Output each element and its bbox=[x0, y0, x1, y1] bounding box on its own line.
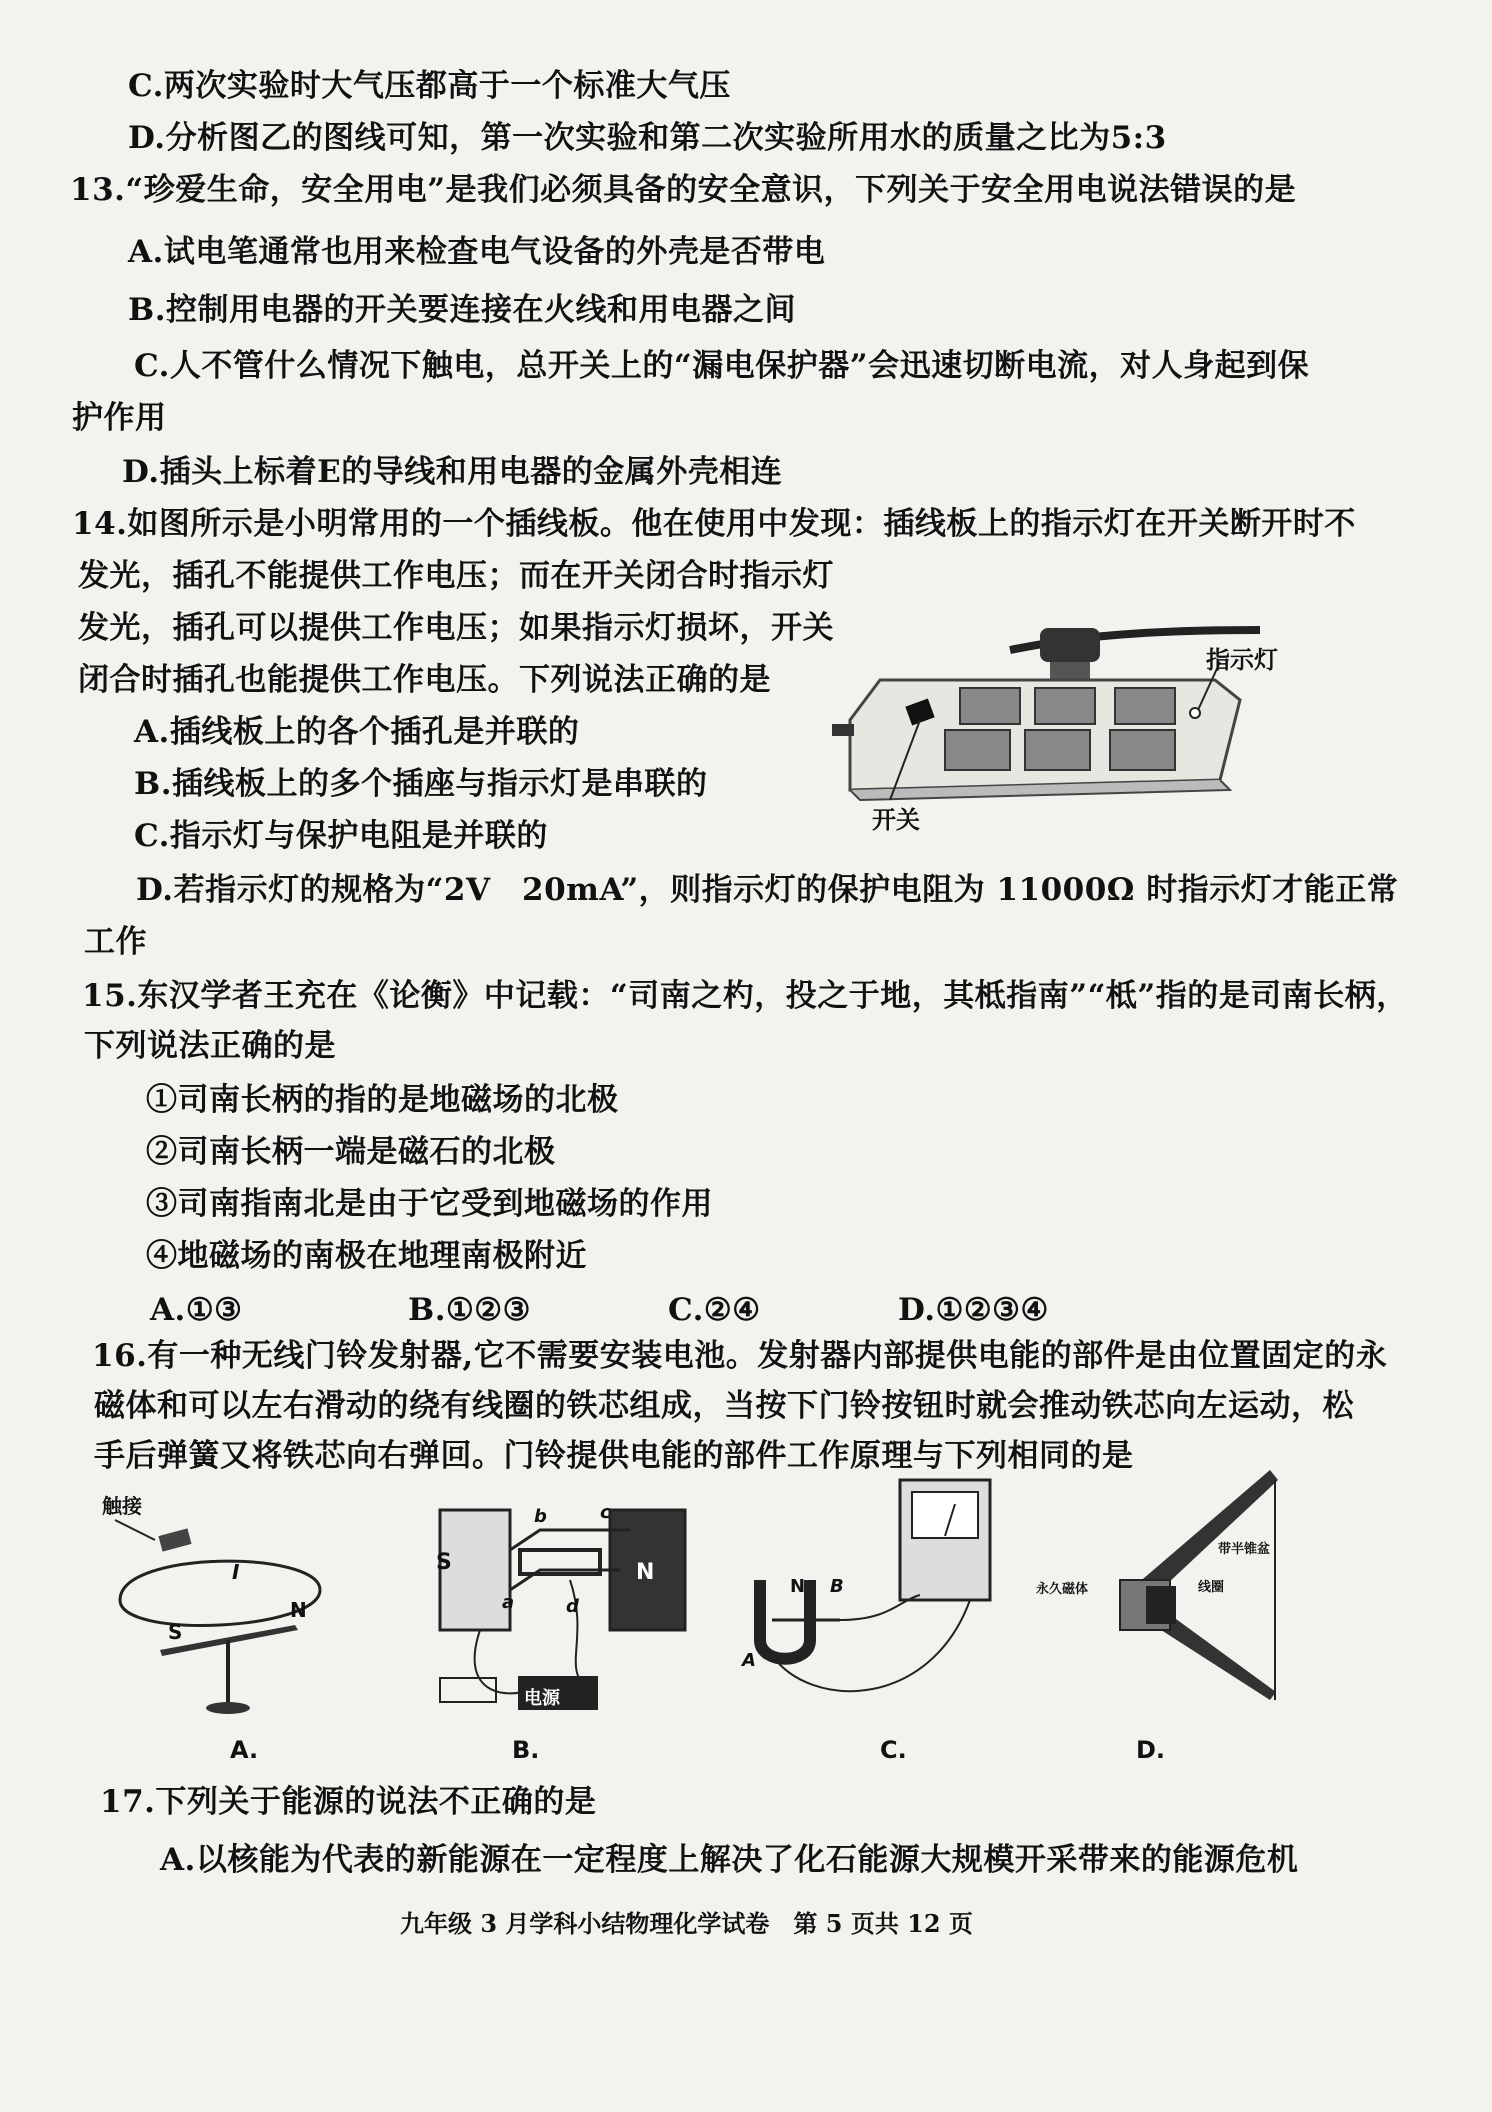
q14-stem-line4: 闭合时插孔也能提供工作电压。下列说法正确的是 bbox=[78, 662, 771, 698]
fig-c-A-label: A bbox=[742, 1650, 756, 1671]
q15-option-a: A.①③ bbox=[150, 1292, 243, 1328]
fig-c-N-label: N bbox=[790, 1576, 806, 1597]
fig-c-caption: C. bbox=[880, 1736, 907, 1764]
q16-stem-line1: 16.有一种无线门铃发射器,它不需要安装电池。发射器内部提供电能的部件是由位置固定的永 bbox=[92, 1338, 1388, 1374]
q12-option-d: D.分析图乙的图线可知，第一次实验和第二次实验所用水的质量之比为5:3 bbox=[128, 120, 1167, 156]
fig-b-caption: B. bbox=[512, 1736, 540, 1764]
fig-b-c-label: c bbox=[600, 1502, 611, 1523]
fig-b-N-label: N bbox=[636, 1560, 655, 1585]
q13-option-d: D.插头上标着E的导线和用电器的金属外壳相连 bbox=[122, 454, 783, 490]
fig-b-a-label: a bbox=[502, 1592, 515, 1613]
q16-stem-line2: 磁体和可以左右滑动的绕有线圈的铁芯组成，当按下门铃按钮时就会推动铁芯向左运动，松 bbox=[94, 1388, 1354, 1424]
q13-option-b: B.控制用电器的开关要连接在火线和用电器之间 bbox=[128, 292, 796, 328]
page-footer: 九年级 3 月学科小结物理化学试卷 第 5 页共 12 页 bbox=[400, 1909, 973, 1938]
q13-option-a: A.试电笔通常也用来检查电气设备的外壳是否带电 bbox=[128, 234, 826, 270]
q17-stem: 17.下列关于能源的说法不正确的是 bbox=[100, 1784, 597, 1820]
q14-stem-line1: 14.如图所示是小明常用的一个插线板。他在使用中发现：插线板上的指示灯在开关断开时不 bbox=[72, 506, 1356, 542]
q15-statement-2: ②司南长柄一端是磁石的北极 bbox=[146, 1134, 556, 1170]
fig-a-touch-label: 触接 bbox=[102, 1494, 142, 1518]
q13-stem: 13.“珍爱生命，安全用电”是我们必须具备的安全意识，下列关于安全用电说法错误的是 bbox=[70, 172, 1297, 208]
fig-d-coil-label: 线圈 bbox=[1198, 1580, 1225, 1595]
q15-statement-3: ③司南指南北是由于它受到地磁场的作用 bbox=[146, 1186, 713, 1222]
q17-option-a: A.以核能为代表的新能源在一定程度上解决了化石能源大规模开采带来的能源危机 bbox=[160, 1842, 1299, 1878]
q14-option-d-line2: 工作 bbox=[84, 924, 147, 960]
q13-option-c-line1: C.人不管什么情况下触电，总开关上的“漏电保护器”会迅速切断电流，对人身起到保 bbox=[134, 348, 1310, 384]
q14-option-c: C.指示灯与保护电阻是并联的 bbox=[134, 818, 548, 854]
q15-option-b: B.①②③ bbox=[408, 1292, 531, 1328]
fig-label-switch: 开关 bbox=[872, 806, 920, 834]
q14-option-d-line1: D.若指示灯的规格为“2V 20mA”，则指示灯的保护电阻为 11000Ω 时指示灯才能正常 bbox=[136, 872, 1399, 908]
q16-stem-line3: 手后弹簧又将铁芯向右弹回。门铃提供电能的部件工作原理与下列相同的是 bbox=[94, 1438, 1134, 1474]
fig-label-indicator-light: 指示灯 bbox=[1206, 646, 1278, 674]
fig-b-power-label: 电源 bbox=[524, 1688, 560, 1709]
q12-option-c: C.两次实验时大气压都高于一个标准大气压 bbox=[128, 68, 731, 104]
q15-stem-line2: 下列说法正确的是 bbox=[84, 1028, 336, 1064]
fig-a-I-label: I bbox=[232, 1560, 240, 1584]
q15-option-d: D.①②③④ bbox=[898, 1292, 1049, 1328]
fig-d-caption: D. bbox=[1136, 1736, 1166, 1764]
q14-option-b: B.插线板上的多个插座与指示灯是串联的 bbox=[134, 766, 708, 802]
fig-a-N-label: N bbox=[290, 1598, 307, 1622]
fig-a-caption: A. bbox=[230, 1736, 259, 1764]
q15-option-c: C.②④ bbox=[668, 1292, 761, 1328]
q15-statement-1: ①司南长柄的指的是地磁场的北极 bbox=[146, 1082, 619, 1118]
fig-b-S-label: S bbox=[436, 1550, 452, 1575]
q13-option-c-line2: 护作用 bbox=[72, 400, 167, 436]
fig-a-S-label: S bbox=[168, 1620, 183, 1644]
fig-b-b-label: b bbox=[534, 1506, 547, 1527]
fig-d-magnet-label: 永久磁体 bbox=[1036, 1582, 1089, 1597]
q15-statement-4: ④地磁场的南极在地理南极附近 bbox=[146, 1238, 587, 1274]
fig-b-d-label: d bbox=[566, 1596, 579, 1617]
fig-c-B-label: B bbox=[830, 1576, 844, 1597]
q14-option-a: A.插线板上的各个插孔是并联的 bbox=[134, 714, 580, 750]
q14-stem-line3: 发光，插孔可以提供工作电压；如果指示灯损坏，开关 bbox=[78, 610, 834, 646]
fig-d-cone-label: 带半锥盆 bbox=[1218, 1542, 1271, 1557]
q15-stem-line1: 15.东汉学者王充在《论衡》中记载：“司南之杓，投之于地，其柢指南”“柢”指的是司南长柄， bbox=[82, 978, 1408, 1014]
q14-stem-line2: 发光，插孔不能提供工作电压；而在开关闭合时指示灯 bbox=[78, 558, 834, 594]
figure-c-induction bbox=[730, 1470, 1020, 1730]
